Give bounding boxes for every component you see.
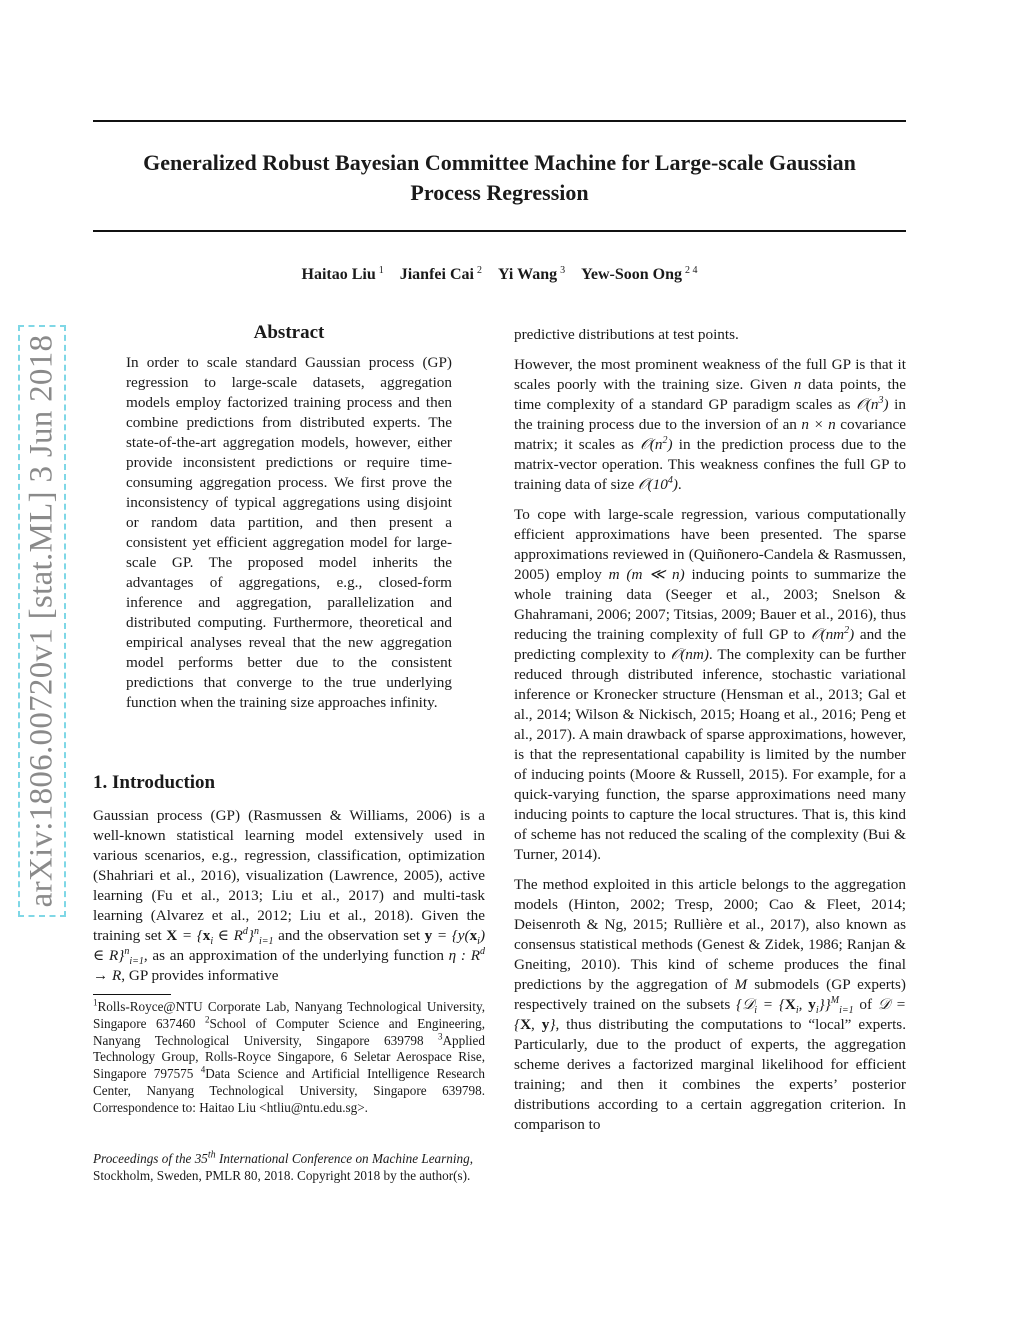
affiliation-footnote: $^1$Rolls-Royce@NTU Corporate Lab, Nanyang Technological University, Singapore 637460 $^2$School of Computer Science and Engineering, Nanyang Technological University, Singapore 639798 $^3$Applied Technology Group, Rolls-Royce Singapore, 6 Seletar Aerospace Rise, Singapore 797575 $^4$Data Science and Artificial Intelligence Research Center, Nanyang Technological University, Singapore 639798. Correspondence to: Haitao Liu <htliu@ntu.edu.sg>. [93, 997, 485, 1115]
footnote-rule [93, 994, 171, 995]
abstract-body: In order to scale standard Gaussian process (GP) regression to large-scale datasets, aggregation models employ factorized training process and then combine predictions from distributed experts. The state-of-the-art aggregation models, however, either provide inconsistent predictions or require time-consuming aggregation process. We first prove the inconsistency of typical aggregations using disjoint or random data partition, and then present a consistent yet efficient aggregation model for large-scale GP. The proposed model inherits the advantages of aggregations, e.g., closed-form inference and aggregation, parallelization and distributed computing. Furthermore, theoretical and empirical analyses reveal that the new aggregation model performs better due to the consistent predictions that converge to the true underlying function when the training size approaches infinity. [126, 354, 452, 711]
arxiv-id: arXiv:1806.00720v1 [stat.ML] 3 Jun 2018 [23, 334, 60, 908]
author: Jianfei Cai $^2$ [399, 264, 482, 283]
section-heading-introduction: 1. Introduction [93, 772, 216, 793]
top-rule [93, 120, 906, 122]
author: Yi Wang $^3$ [497, 264, 566, 283]
right-column [514, 325, 906, 1145]
abstract-heading: Abstract [253, 322, 325, 343]
paragraph: To cope with large-scale regression, various computationally efficient approximations have been presented. The sparse approximations reviewed in (Quiñonero-Candela & Rasmussen, 2005) employ m (m ≪ n) inducing points to summarize the whole training data (Seeger et al., 2003; Snelson & Ghahramani, 2006; 2007; Titsias, 2009; Bauer et al., 2016), thus reducing the training complexity of full GP to $𝒪(nm^2)$ and the predicting complexity to 𝒪(nm). The complexity can be further reduced through distributed inference, stochastic variational inference or Kronecker structure (Hensman et al., 2013; Gal et al., 2014; Wilson & Nickisch, 2015; Hoang et al., 2016; Peng et al., 2017). A main drawback of sparse approximations, however, is that the representational capability is limited by the number of inducing points (Moore & Russell, 2015). For example, for a quick-varying function, the sparse approximations need many inducing points to capture the local structures. That is, this kind of scheme has not reduced the scaling of the complexity (Bui & Turner, 2014). [514, 506, 906, 863]
title-bottom-rule [93, 230, 906, 232]
proceedings-note: Proceedings of the 35th International Conference on Machine Learning, Stockholm, Sweden, PMLR 80, 2018. Copyright 2018 by the author(s). [93, 1149, 474, 1183]
arxiv-stamp [18, 325, 66, 917]
author: Haitao Liu $^1$ [301, 264, 384, 283]
paragraph: predictive distributions at test points. [514, 326, 739, 343]
author-list [93, 266, 906, 284]
paragraph: The method exploited in this article belongs to the aggregation models (Hinton, 2002; Tresp, 2000; Cao & Fleet, 2014; Deisenroth & Ng, 2015; Rullière et al., 2017), also known as consensus statistical methods (Genest & Zidek, 1986; Ranjan & Gneiting, 2010). This kind of scheme produces the final predictions by the aggregation of M submodels (GP experts) respectively trained on the subsets {𝒟$_i$ = {$X_i$, $y_i\}\}^M_{i=1}$ of 𝒟 = {X, y}, thus distributing the computations to “local” experts. Particularly, due to the product of experts, the aggregation scheme derives a factorized marginal likelihood for efficient training; and then it combines the experts’ posterior distributions according to a certain aggregation criterion. In comparison to [514, 876, 907, 1133]
paragraph: However, the most prominent weakness of the full GP is that it scales poorly with the training size. Given n data points, the time complexity of a standard GP paradigm scales as $𝒪(n^3)$ in the training process due to the inversion of an n × n covariance matrix; it scales as $𝒪(n^2)$ in the prediction process due to the matrix-vector operation. This weakness confines the full GP to training data of size $𝒪(10^4)$. [514, 356, 907, 493]
author: Yew-Soon Ong $^{2 4}$ [581, 264, 698, 283]
paper-title: Generalized Robust Bayesian Committee Machine for Large-scale Gaussian Process Regression [143, 150, 856, 205]
intro-paragraph: Gaussian process (GP) (Rasmussen & Williams, 2006) is a well-known statistical learning model extensively used in various scenarios, e.g., regression, classification, optimization (Shahriari et al., 2016), visualization (Lawrence, 2005), active learning (Fu et al., 2013; Liu et al., 2017) and multi-task learning (Alvarez et al., 2012; Liu et al., 2018). Given the training set $X = \{x_i$ ∈ $R^d\}^n_{i=1}$ and the observation set $y = \{y(x_i)$ ∈ R}$^n_{i=1}$, as an approximation of the underlying function η : $R^d \to R$, GP provides informative [93, 807, 486, 984]
